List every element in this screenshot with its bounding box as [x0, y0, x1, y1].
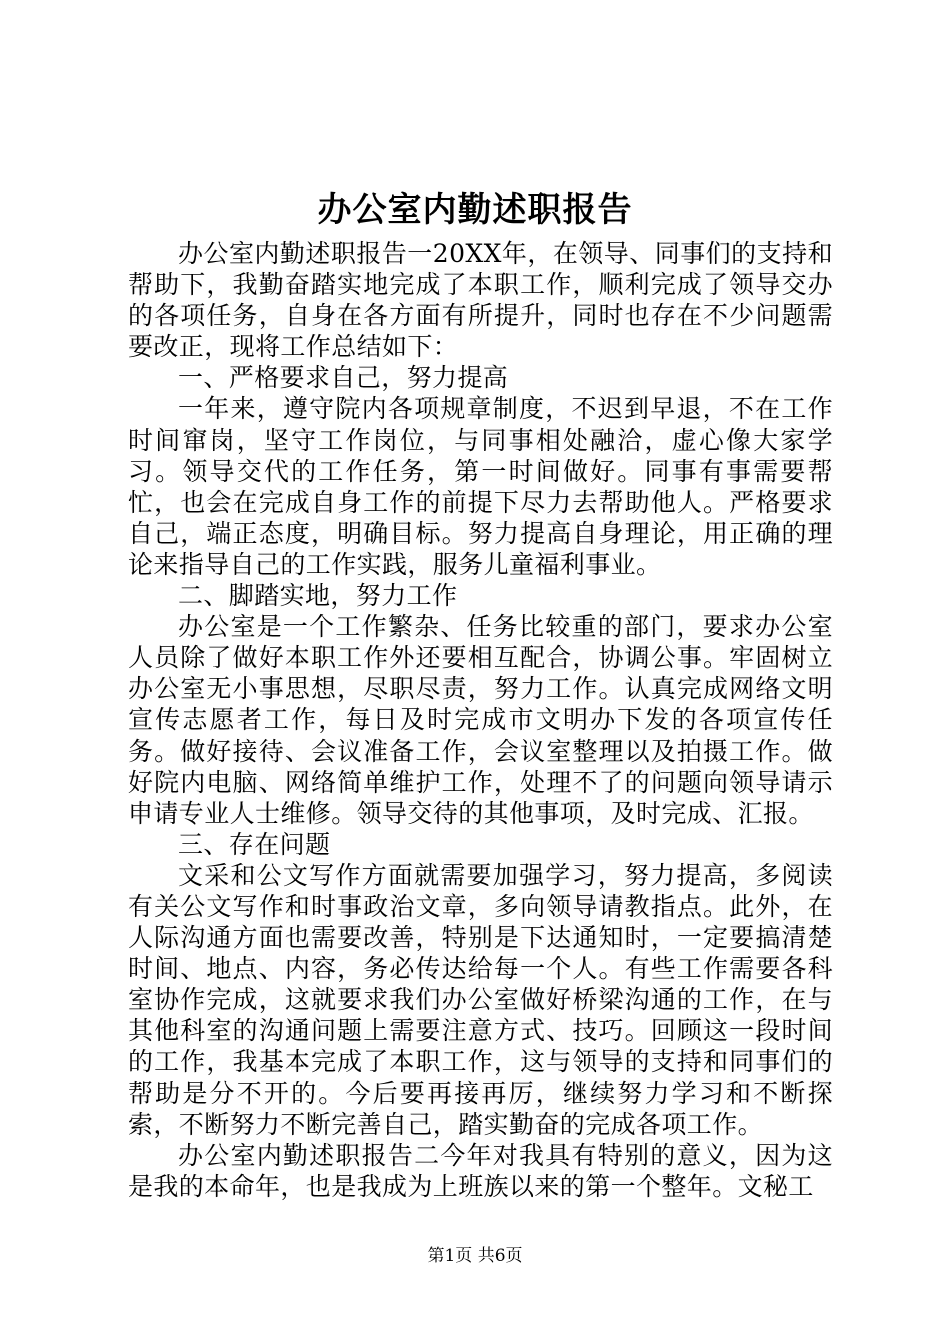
section-heading-3: 三、存在问题: [178, 829, 331, 859]
paragraph-section-3: 文采和公文写作方面就需要加强学习，努力提高，多阅读有关公文写作和时事政治文章，多向领导请教指点。此外，在人际沟通方面也需要改善，特别是下达通知时，一定要搞清楚时间、地点、内容，务必传达给每一个人。有些工作需要各科室协作完成，这就要求我们办公室做好桥梁沟通的工作，在与其他科室的沟通问题上需要注意方式、技巧。回顾这一段时间的工作，我基本完成了本职工作，这与领导的支持和同事们的帮助是分不开的。今后要再接再厉，继续努力学习和不断探索，不断努力不断完善自己，踏实勤奋的完成各项工作。: [128, 860, 833, 1139]
paragraph-intro: 办公室内勤述职报告一20XX年，在领导、同事们的支持和帮助下，我勤奋踏实地完成了本职工作，顺利完成了领导交办的各项任务，自身在各方面有所提升，同时也存在不少问题需要改正，现将工作总结如下：: [128, 239, 833, 362]
paragraph-section-2: 办公室是一个工作繁杂、任务比较重的部门，要求办公室人员除了做好本职工作外还要相互配合，协调公事。牢固树立办公室无小事思想，尽职尽责，努力工作。认真完成网络文明宣传志愿者工作，每日及时完成市文明办下发的各项宣传任务。做好接待、会议准备工作，会议室整理以及拍摄工作。做好院内电脑、网络简单维护工作，处理不了的问题向领导请示申请专业人士维修。领导交待的其他事项，及时完成、汇报。: [128, 612, 833, 828]
document-body: [128, 238, 833, 1202]
section-heading-2: 二、脚踏实地，努力工作: [178, 581, 458, 611]
paragraph-report-two: 办公室内勤述职报告二今年对我具有特别的意义，因为这是我的本命年，也是我成为上班族以来的第一个整年。文秘工: [128, 1140, 833, 1201]
section-heading-1: 一、严格要求自己，努力提高: [178, 363, 509, 393]
paragraph-section-1: 一年来，遵守院内各项规章制度，不迟到早退，不在工作时间窜岗，坚守工作岗位，与同事相处融洽，虚心像大家学习。领导交代的工作任务，第一时间做好。同事有事需要帮忙，也会在完成自身工作的前提下尽力去帮助他人。严格要求自己，端正态度，明确目标。努力提高自身理论，用正确的理论来指导自己的工作实践，服务儿童福利事业。: [128, 394, 833, 579]
page-footer: 第1页 共6页: [427, 1246, 523, 1266]
document-title: 办公室内勤述职报告: [317, 190, 633, 230]
